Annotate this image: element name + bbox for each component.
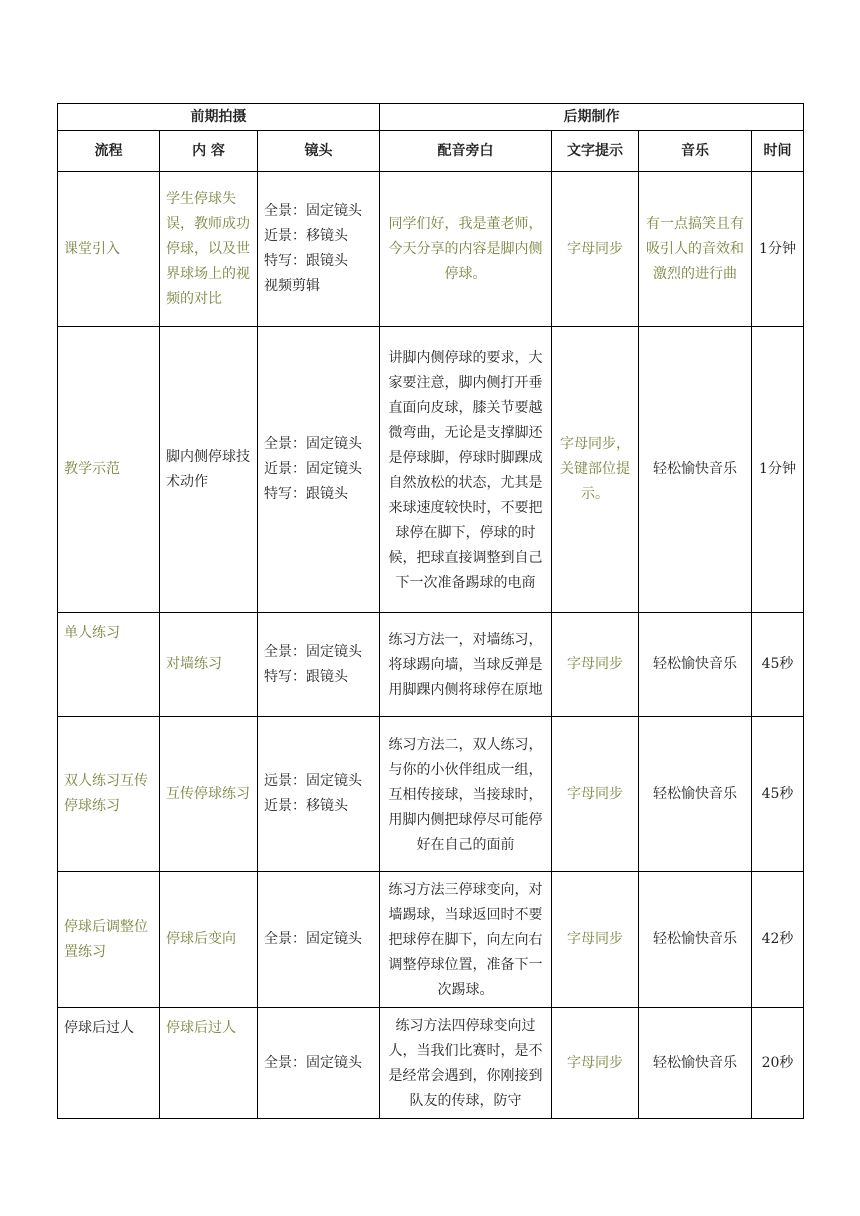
- flow-cell: 停球后过人: [58, 1008, 160, 1119]
- music-cell: 轻松愉快音乐: [639, 327, 752, 613]
- content-cell: 学生停球失误，教师成功停球，以及世界球场上的视频的对比: [160, 172, 258, 327]
- shots-cell: 全景：固定镜头 近景：移镜头 特写：跟镜头 视频剪辑: [258, 172, 380, 327]
- narration-cell: 练习方法四停球变向过人，当我们比赛时，是不是经常会遇到，你刚接到队友的传球，防守: [380, 1008, 552, 1119]
- shots-cell: 全景：固定镜头 近景：固定镜头 特写：跟镜头: [258, 327, 380, 613]
- col-header-music: 音乐: [639, 131, 752, 172]
- music-cell: 轻松愉快音乐: [639, 872, 752, 1008]
- narration-cell: 练习方法三停球变向，对墙踢球，当球返回时不要把球停在脚下，向左向右调整停球位置，准备下一次踢球。: [380, 872, 552, 1008]
- col-header-shots: 镜头: [258, 131, 380, 172]
- content-cell: 脚内侧停球技术动作: [160, 327, 258, 613]
- table-row: [58, 1008, 804, 1119]
- caption-cell: 字母同步: [552, 172, 639, 327]
- music-cell: 轻松愉快音乐: [639, 717, 752, 872]
- table-row: [58, 172, 804, 327]
- time-cell: 1分钟: [752, 327, 804, 613]
- time-cell: 42秒: [752, 872, 804, 1008]
- time-cell: 20秒: [752, 1008, 804, 1119]
- caption-cell: 字母同步: [552, 613, 639, 717]
- narration-cell: 讲脚内侧停球的要求，大家要注意，脚内侧打开垂直面向皮球，膝关节要越微弯曲，无论是支撑脚还是停球脚，停球时脚踝成自然放松的状态，尤其是来球速度较快时，不要把球停在脚下，停球的时候，把球直接调整到自己下一次准备踢球的电商: [380, 327, 552, 613]
- time-cell: 45秒: [752, 613, 804, 717]
- caption-cell: 字母同步: [552, 872, 639, 1008]
- table-row: [58, 613, 804, 717]
- group-post-production: 后期制作: [380, 104, 804, 131]
- caption-cell: 字母同步: [552, 717, 639, 872]
- caption-cell: 字母同步: [552, 1008, 639, 1119]
- narration-cell: 练习方法二，双人练习，与你的小伙伴组成一组，互相传接球，当接球时，用脚内侧把球停尽可能停好在自己的面前: [380, 717, 552, 872]
- narration-cell: 练习方法一，对墙练习，将球踢向墙，当球反弹是用脚踝内侧将球停在原地: [380, 613, 552, 717]
- flow-cell: 双人练习互传停球练习: [58, 717, 160, 872]
- table-row: [58, 327, 804, 613]
- shots-cell: 全景：固定镜头: [258, 872, 380, 1008]
- table-row: [58, 717, 804, 872]
- flow-cell: 单人练习: [58, 613, 160, 717]
- flow-cell: 停球后调整位置练习: [58, 872, 160, 1008]
- group-pre-production: 前期拍摄: [58, 104, 380, 131]
- content-cell: 停球后变向: [160, 872, 258, 1008]
- shots-cell: 全景：固定镜头 特写：跟镜头: [258, 613, 380, 717]
- content-cell: 停球后过人: [160, 1008, 258, 1119]
- col-header-caption: 文字提示: [552, 131, 639, 172]
- music-cell: 轻松愉快音乐: [639, 1008, 752, 1119]
- col-header-content: 内 容: [160, 131, 258, 172]
- caption-cell: 字母同步，关键部位提示。: [552, 327, 639, 613]
- table-row: [58, 872, 804, 1008]
- col-header-narration: 配音旁白: [380, 131, 552, 172]
- time-cell: 1分钟: [752, 172, 804, 327]
- shots-cell: 远景：固定镜头 近景：移镜头: [258, 717, 380, 872]
- content-cell: 互传停球练习: [160, 717, 258, 872]
- content-cell: 对墙练习: [160, 613, 258, 717]
- narration-cell: 同学们好，我是董老师，今天分享的内容是脚内侧停球。: [380, 172, 552, 327]
- flow-cell: 教学示范: [58, 327, 160, 613]
- script-table: [57, 103, 804, 1119]
- group-header-row: [58, 104, 804, 131]
- col-header-flow: 流程: [58, 131, 160, 172]
- time-cell: 45秒: [752, 717, 804, 872]
- shots-cell: 全景：固定镜头: [258, 1008, 380, 1119]
- music-cell: 有一点搞笑且有吸引人的音效和激烈的进行曲: [639, 172, 752, 327]
- col-header-time: 时间: [752, 131, 804, 172]
- column-header-row: [58, 131, 804, 172]
- music-cell: 轻松愉快音乐: [639, 613, 752, 717]
- flow-cell: 课堂引入: [58, 172, 160, 327]
